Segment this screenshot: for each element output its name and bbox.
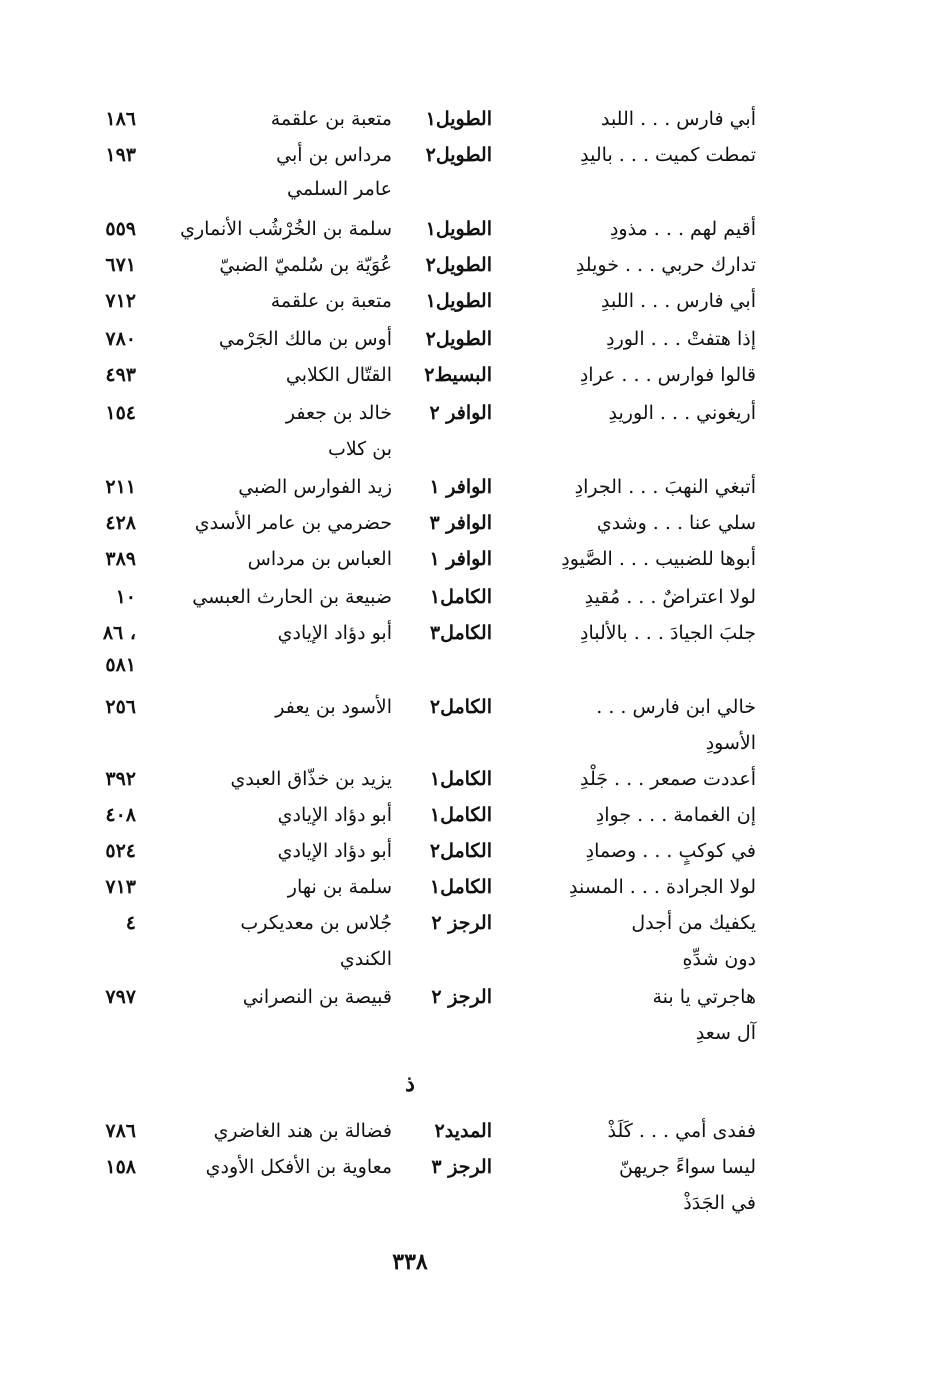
table-row: [0, 137, 938, 173]
meter-cell: الرجز ٣: [431, 1156, 492, 1178]
verse-cell: خالي ابن فارس . . .: [596, 696, 756, 718]
meter-cell: البسيط٢: [424, 364, 492, 386]
table-row: [0, 469, 938, 505]
page-ref-cell: ٤٠٨: [105, 804, 136, 826]
verse-continuation: آل سعدِ: [695, 1022, 756, 1044]
page-ref-cell: ٢١١: [105, 476, 136, 498]
page-ref-cell: ٥٥٩: [105, 218, 136, 240]
meter-cell: الوافر ٣: [429, 512, 492, 534]
verse-cell: ليسا سواءً جريهنّ: [618, 1156, 756, 1178]
poet-cell: فضالة بن هند الغاضري: [213, 1120, 392, 1142]
verse-cell: أبي فارس . . . اللبدِ: [600, 290, 756, 312]
verse-continuation: دون شدِّهِ: [682, 948, 756, 970]
page-ref-cell: ١٥٤: [105, 402, 136, 424]
verse-cell: أريغوني . . . الوريدِ: [608, 402, 756, 424]
table-row: [0, 1149, 938, 1185]
poet-cell: ضبيعة بن الحارث العبسي: [192, 586, 392, 608]
poet-cell: سلمة بن نهار: [287, 876, 392, 898]
meter-cell: الكامل٣: [429, 622, 492, 644]
poet-cell: يزيد بن خذّاق العبدي: [230, 768, 392, 790]
page-ref-cell: ٣٨٩: [105, 548, 136, 570]
poet-cell: قبيصة بن النصراني: [242, 986, 392, 1008]
page-ref-cell: ٧٩٧: [105, 986, 136, 1008]
verse-cell: هاجرتي يا بنة: [652, 986, 756, 1008]
poet-cell: خالد بن جعفر: [285, 402, 392, 424]
page-ref-cell: ٧٨٠: [105, 328, 136, 350]
verse-continuation: في الجَدَذْ: [683, 1192, 756, 1214]
page-ref-cell: ١٩٣: [105, 144, 136, 166]
poet-cell: أبو دؤاد الإيادي: [277, 804, 392, 826]
meter-cell: الرجز ٢: [431, 986, 492, 1008]
meter-cell: الطويل٢: [425, 254, 492, 276]
meter-cell: الكامل١: [429, 586, 492, 608]
table-row: [0, 833, 938, 869]
page-ref-cell: ١٨٦: [105, 108, 136, 130]
meter-cell: الرجز ٢: [431, 912, 492, 934]
verse-cell: إذا هتفتْ . . . الوردِ: [606, 328, 756, 350]
poet-cell: القتّال الكلابي: [285, 364, 392, 386]
page-ref-cell: ٦٧١: [105, 254, 136, 276]
table-row: [0, 505, 938, 541]
verse-continuation: الأسودِ: [705, 732, 756, 754]
poet-cell: حضرمي بن عامر الأسدي: [194, 512, 392, 534]
meter-cell: الوافر ١: [429, 548, 492, 570]
section-letter: ذ: [405, 1071, 415, 1097]
table-row: [0, 579, 938, 615]
meter-cell: الوافر ٢: [429, 402, 492, 424]
meter-cell: الطويل٢: [425, 144, 492, 166]
poet-cell: معاوية بن الأفكل الأودي: [205, 1156, 392, 1178]
poet-cell: العباس بن مرداس: [247, 548, 392, 570]
page-ref-cell: ٤: [125, 912, 136, 934]
meter-cell: الكامل١: [429, 768, 492, 790]
meter-cell: الطويل١: [425, 108, 492, 130]
poet-cell: الأسود بن يعفر: [275, 696, 392, 718]
verse-cell: أعددت صمعر . . . جَلْدِ: [579, 768, 756, 790]
verse-cell: إن الغمامة . . . جوادِ: [595, 804, 756, 826]
verse-cell: سلي عنا . . . وشدي: [596, 512, 756, 534]
poet-cell: عُوَيّة بن سُلميّ الضبيّ: [219, 254, 392, 276]
meter-cell: الطويل٢: [425, 328, 492, 350]
poet-cell: أوس بن مالك الجَرْمي: [218, 328, 392, 350]
table-row: [0, 869, 938, 905]
meter-cell: الكامل١: [429, 804, 492, 826]
poet-continuation: عامر السلمي: [287, 178, 392, 200]
table-row: [0, 979, 938, 1015]
table-row: [0, 1113, 938, 1149]
page-ref-cell: ٥٢٤: [105, 840, 136, 862]
page-ref-cell: ٢٥٦: [105, 696, 136, 718]
poet-cell: متعبة بن علقمة: [270, 290, 392, 312]
verse-cell: أبوها للضبيب . . . الصَّيودِ: [561, 548, 756, 570]
page-ref-cell: ٣٩٢: [105, 768, 136, 790]
table-row: [0, 357, 938, 393]
verse-cell: في كوكبٍ . . . وصمادِ: [585, 840, 756, 862]
page-ref-continuation: ٥٨١: [105, 654, 136, 676]
meter-cell: الكامل٢: [429, 696, 492, 718]
table-row: [0, 283, 938, 319]
table-row: [0, 247, 938, 283]
poet-continuation: الكندي: [339, 948, 392, 970]
meter-cell: الوافر ١: [429, 476, 492, 498]
table-row: [0, 541, 938, 577]
verse-cell: لولا اعتراضٌ . . . مُقيدِ: [584, 586, 756, 608]
poet-cell: سلمة بن الخُرْشُب الأنماري: [180, 218, 392, 240]
page-ref-cell: ٤٩٣: [105, 364, 136, 386]
page-ref-cell: ٧٨٦: [105, 1120, 136, 1142]
table-row: [0, 211, 938, 247]
poet-cell: أبو دؤاد الإيادي: [277, 622, 392, 644]
verse-cell: أبي فارس . . . اللبد: [600, 108, 756, 130]
page-ref-cell: ٧١٢: [105, 290, 136, 312]
meter-cell: الطويل١: [425, 290, 492, 312]
table-row: [0, 321, 938, 357]
page-ref-cell: ٧١٣: [105, 876, 136, 898]
table-row: [0, 797, 938, 833]
table-row: [0, 761, 938, 797]
page-ref-cell: ٤٢٨: [105, 512, 136, 534]
table-row: [0, 689, 938, 725]
table-row: [0, 101, 938, 137]
table-row: [0, 395, 938, 431]
verse-cell: لولا الجرادة . . . المسندِ: [569, 876, 756, 898]
page-ref-cell: ١٠: [115, 586, 136, 608]
meter-cell: المديد٢: [434, 1120, 492, 1142]
page-ref-cell: ١٥٨: [105, 1156, 136, 1178]
poet-cell: زيد الفوارس الضبي: [238, 476, 392, 498]
verse-cell: قالوا فوارس . . . عرادِ: [579, 364, 756, 386]
poet-cell: مرداس بن أبي: [276, 144, 392, 166]
meter-cell: الكامل٢: [429, 840, 492, 862]
meter-cell: الطويل١: [425, 218, 492, 240]
verse-cell: جلبَ الجيادَ . . . بالألبادِ: [579, 622, 756, 644]
verse-cell: تمطت كميت . . . باليدِ: [580, 144, 756, 166]
page-number: ٣٣٨: [392, 1249, 428, 1275]
verse-cell: أقيم لهم . . . مذودِ: [609, 218, 756, 240]
meter-cell: الكامل١: [429, 876, 492, 898]
table-row: [0, 615, 938, 651]
page-ref-cell: ٨٦ ،: [102, 622, 136, 644]
verse-cell: ففدى أمي . . . كَلَذْ: [607, 1120, 756, 1142]
table-row: [0, 905, 938, 941]
poet-cell: أبو دؤاد الإيادي: [277, 840, 392, 862]
verse-cell: يكفيك من أجدل: [631, 912, 756, 934]
verse-cell: أتبغي النهبَ . . . الجرادِ: [574, 476, 756, 498]
poet-cell: جُلاس بن معديكرب: [240, 912, 392, 934]
poet-continuation: بن كلاب: [327, 438, 392, 460]
verse-cell: تدارك حربي . . . خويلدِ: [575, 254, 756, 276]
poet-cell: متعبة بن علقمة: [270, 108, 392, 130]
